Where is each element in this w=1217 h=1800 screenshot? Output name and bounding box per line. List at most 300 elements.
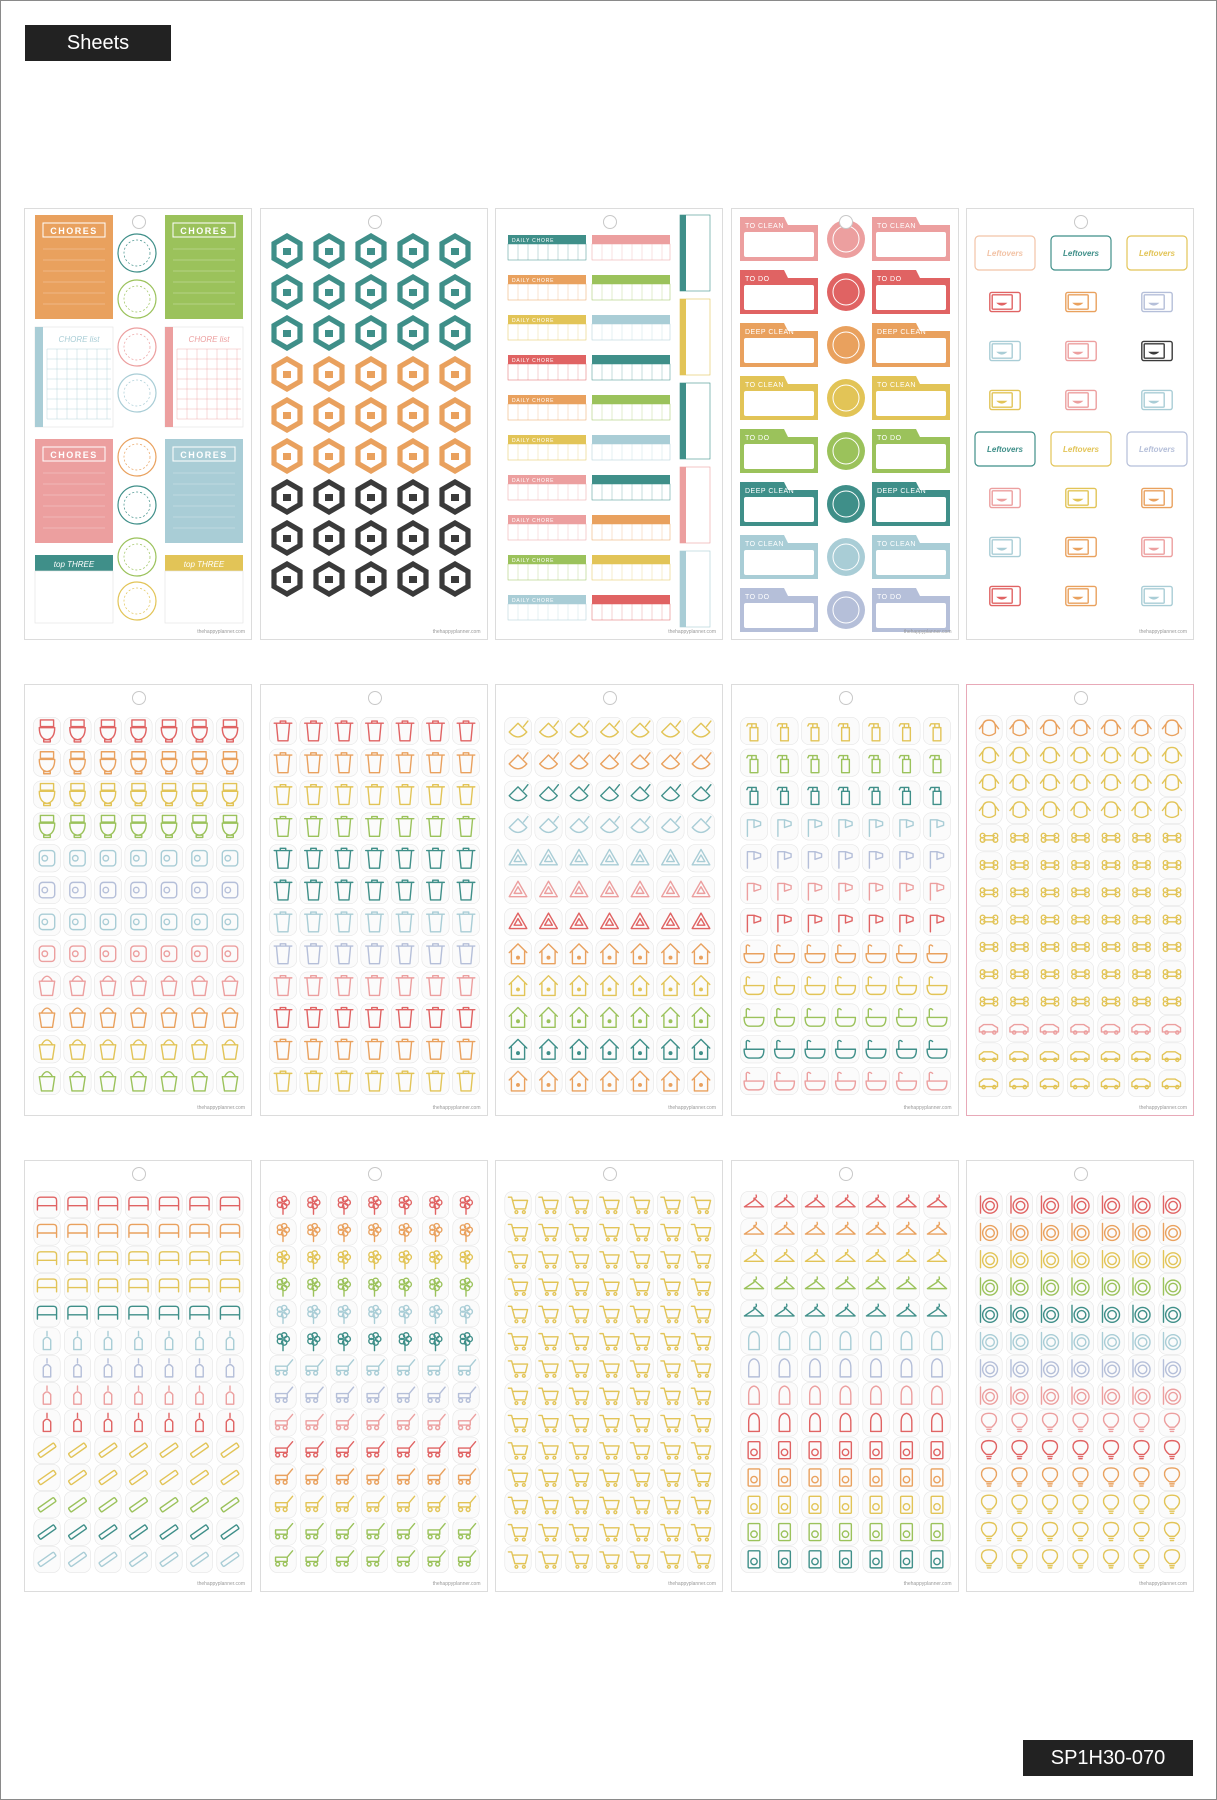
sticker [95, 1546, 121, 1572]
sticker [422, 1437, 448, 1463]
round-sticker [118, 438, 156, 476]
sticker [832, 1301, 858, 1327]
sticker [893, 1355, 919, 1381]
chores-card-title: CHORES [50, 226, 98, 236]
sticker [535, 1464, 561, 1490]
sticker [505, 1191, 531, 1217]
sticker [740, 813, 767, 840]
sticker [566, 1273, 592, 1299]
sticker [64, 749, 91, 776]
sticker [565, 1036, 592, 1063]
sticker [770, 972, 797, 999]
sticker [770, 781, 797, 808]
sticker [801, 1246, 827, 1272]
sticker [831, 876, 858, 903]
sticker [299, 1067, 326, 1094]
sticker [923, 1382, 949, 1408]
sticker [505, 1519, 531, 1545]
sticker [391, 1301, 417, 1327]
leftovers-title: Leftovers [986, 445, 1024, 454]
sticker [535, 940, 562, 967]
sticker [657, 781, 684, 808]
sticker [1006, 1546, 1032, 1572]
sticker [1067, 1519, 1093, 1545]
sticker-sheet-trash-can[interactable] [260, 684, 488, 1116]
clean-label-title: TO DO [744, 594, 770, 601]
sticker [391, 813, 418, 840]
hexagon-sticker [271, 479, 302, 515]
sticker [923, 1519, 949, 1545]
sticker [976, 1246, 1002, 1272]
sticker [505, 1410, 531, 1436]
sticker [186, 940, 213, 967]
sticker [1098, 1464, 1124, 1490]
sheet-credit: thehappyplanner.com [432, 1581, 481, 1587]
sticker [330, 1301, 356, 1327]
sticker [391, 972, 418, 999]
sticker [330, 749, 357, 776]
vertical-strip [680, 551, 710, 627]
sticker [657, 972, 684, 999]
sticker [1159, 1492, 1185, 1518]
sticker [1037, 797, 1063, 823]
sticker [687, 876, 714, 903]
sticker [125, 845, 152, 872]
sticker [893, 1519, 919, 1545]
sticker [125, 1004, 152, 1031]
sticker [535, 813, 562, 840]
hexagon-sticker [439, 438, 470, 474]
daily-chore-strip [592, 515, 670, 540]
clean-label [872, 270, 950, 314]
hexagon-sticker [439, 274, 470, 310]
chores-card-title: CHORES [180, 226, 228, 236]
leftovers-title: Leftovers [1062, 445, 1100, 454]
daily-chore-title: DAILY CHORE [512, 478, 555, 484]
round-sticker [118, 234, 156, 272]
sticker [832, 1519, 858, 1545]
sticker [976, 743, 1002, 769]
daily-chore-strip [592, 595, 670, 620]
sticker [1006, 852, 1032, 878]
sticker [862, 1546, 888, 1572]
sticker [566, 1546, 592, 1572]
sticker [216, 876, 243, 903]
sticker [1037, 1519, 1063, 1545]
sticker [186, 1067, 213, 1094]
sticker [269, 1546, 295, 1572]
sticker [217, 1492, 243, 1518]
top-three-title: top THREE [53, 560, 95, 569]
sticker [1098, 1355, 1124, 1381]
sticker [422, 1191, 448, 1217]
sticker [1128, 1301, 1154, 1327]
sheets-label [25, 25, 171, 61]
sticker [1006, 1016, 1032, 1042]
sticker [535, 1273, 561, 1299]
sticker [535, 1219, 561, 1245]
sticker [391, 1546, 417, 1572]
sticker [330, 1519, 356, 1545]
sticker [1098, 1382, 1124, 1408]
sticker [657, 1382, 683, 1408]
sticker [156, 1410, 182, 1436]
sticker [155, 845, 182, 872]
sticker [391, 717, 418, 744]
sticker-sheet-clean-labels[interactable] [731, 208, 959, 640]
sticker [125, 717, 152, 744]
sticker [688, 1219, 714, 1245]
sticker [626, 876, 653, 903]
sticker [1159, 770, 1185, 796]
sticker [391, 1219, 417, 1245]
sticker [452, 1464, 478, 1490]
sticker [186, 717, 213, 744]
sticker [186, 1219, 212, 1245]
daily-chore-strip [592, 475, 670, 500]
sticker [1128, 1519, 1154, 1545]
sticker [892, 781, 919, 808]
sheet-credit: thehappyplanner.com [432, 1105, 481, 1111]
sticker [976, 1328, 1002, 1354]
sticker [300, 1410, 326, 1436]
sticker [95, 1219, 121, 1245]
shopping-cart-icon [496, 1161, 723, 1592]
sticker [269, 1067, 296, 1094]
sticker [771, 1410, 797, 1436]
daily-chore-strip [592, 435, 670, 460]
sticker-sheet-shopping-cart[interactable] [495, 1160, 723, 1592]
microwave-sticker [990, 292, 1020, 311]
sticker [657, 813, 684, 840]
sticker [1128, 825, 1154, 851]
sticker [300, 1492, 326, 1518]
daily-chore-strip [508, 475, 586, 500]
sticker [1067, 961, 1093, 987]
hexagon-sticker [397, 520, 428, 556]
sticker [330, 1191, 356, 1217]
sticker [94, 940, 121, 967]
sticker-sheet-toilet-bucket[interactable] [24, 684, 252, 1116]
clean-label-title: DEEP CLEAN [876, 488, 926, 495]
top-three-title: top THREE [183, 560, 225, 569]
sticker [1067, 1043, 1093, 1069]
clean-label [872, 217, 950, 261]
sticker [269, 717, 296, 744]
sticker-sheet-dustpan-recycle-house[interactable] [495, 684, 723, 1116]
sticker [300, 1437, 326, 1463]
microwave-sticker [975, 236, 1035, 270]
sticker [94, 972, 121, 999]
sticker-sheet-daily-chore-strips[interactable] [495, 208, 723, 640]
sticker [565, 1004, 592, 1031]
sticker [361, 1301, 387, 1327]
sticker [156, 1355, 182, 1381]
daily-chore-strip [592, 315, 670, 340]
sticker [299, 717, 326, 744]
sticker [976, 1519, 1002, 1545]
sticker [831, 940, 858, 967]
sticker [893, 1301, 919, 1327]
sticker [862, 1382, 888, 1408]
sticker [1128, 743, 1154, 769]
top-three-card [35, 555, 113, 623]
sticker [771, 1519, 797, 1545]
sticker [801, 972, 828, 999]
sticker [740, 1273, 766, 1299]
sticker [64, 1191, 90, 1217]
sticker [862, 717, 889, 744]
sticker [1159, 1301, 1185, 1327]
sticker [94, 781, 121, 808]
sticker [1006, 715, 1032, 741]
sticker [831, 749, 858, 776]
sticker [156, 1437, 182, 1463]
sticker [125, 1246, 151, 1272]
sticker [596, 781, 623, 808]
sticker [504, 1067, 531, 1094]
sticker [976, 852, 1002, 878]
sticker-sheet-hanger-iron-detergent[interactable] [731, 1160, 959, 1592]
sticker [740, 972, 767, 999]
sticker [596, 1492, 622, 1518]
sticker-sheet-hexagon-badges[interactable] [260, 208, 488, 640]
hang-hole [1074, 1167, 1088, 1181]
clean-label [740, 217, 818, 261]
sticker [269, 845, 296, 872]
sticker [1159, 1273, 1185, 1299]
sticker [1159, 743, 1185, 769]
sticker [740, 876, 767, 903]
chore-card-icon [25, 209, 252, 640]
sticker [1128, 961, 1154, 987]
sticker [832, 1328, 858, 1354]
sticker [627, 1328, 653, 1354]
sticker [740, 1519, 766, 1545]
sticker [1006, 1519, 1032, 1545]
sticker [95, 1273, 121, 1299]
sticker [216, 717, 243, 744]
round-sticker [118, 374, 156, 412]
sticker [452, 781, 479, 808]
sticker [361, 1382, 387, 1408]
sticker [892, 845, 919, 872]
sticker [95, 1464, 121, 1490]
sticker [771, 1355, 797, 1381]
sticker [361, 1437, 387, 1463]
clean-label [740, 482, 818, 526]
sticker [687, 1036, 714, 1063]
sticker [64, 972, 91, 999]
sticker [657, 940, 684, 967]
sticker [1006, 770, 1032, 796]
sticker [299, 781, 326, 808]
sticker-sheets-grid [24, 208, 1194, 1592]
sticker [125, 1036, 152, 1063]
sticker [361, 1492, 387, 1518]
sticker [893, 1219, 919, 1245]
sticker [94, 813, 121, 840]
hang-hole [132, 215, 146, 229]
sticker [504, 940, 531, 967]
sticker [1037, 1219, 1063, 1245]
sheet-credit: thehappyplanner.com [668, 1105, 716, 1111]
sticker [1159, 1519, 1185, 1545]
sticker [186, 1004, 213, 1031]
sticker-sheet-dog-bone-car[interactable] [966, 684, 1194, 1116]
sticker [269, 1004, 296, 1031]
sticker [923, 1437, 949, 1463]
sticker [1037, 770, 1063, 796]
sticker [33, 781, 60, 808]
sticker [1098, 1301, 1124, 1327]
sticker [1128, 906, 1154, 932]
sticker [216, 813, 243, 840]
sticker [186, 813, 213, 840]
sticker [361, 1546, 387, 1572]
sticker [300, 1273, 326, 1299]
sheet-credit: thehappyplanner.com [1139, 1105, 1187, 1111]
sticker [1067, 825, 1093, 851]
hexagon-sticker [313, 274, 344, 310]
sticker [33, 1036, 60, 1063]
sticker [596, 1437, 622, 1463]
sticker-sheet-flower-lawnmower[interactable] [260, 1160, 488, 1592]
sticker [1128, 797, 1154, 823]
sticker [1159, 1382, 1185, 1408]
sticker [771, 1219, 797, 1245]
sheets-label-text: Sheets [66, 31, 130, 54]
sticker [125, 1067, 152, 1094]
sticker [801, 813, 828, 840]
sticker [300, 1546, 326, 1572]
sticker [330, 972, 357, 999]
sticker [186, 876, 213, 903]
sticker [1037, 715, 1063, 741]
sticker-sheet-dishes-lightbulb[interactable] [966, 1160, 1194, 1592]
sticker [299, 813, 326, 840]
hexagon-icon [261, 209, 488, 640]
sticker [95, 1301, 121, 1327]
sticker [422, 1219, 448, 1245]
hexagon-sticker [355, 397, 386, 433]
sticker [976, 825, 1002, 851]
sticker [893, 1464, 919, 1490]
clean-label-title: TO CLEAN [876, 223, 916, 230]
clean-label-title: TO CLEAN [744, 223, 784, 230]
hexagon-sticker [397, 561, 428, 597]
sticker [831, 781, 858, 808]
sticker [770, 845, 797, 872]
sticker [687, 1067, 714, 1094]
sticker [566, 1191, 592, 1217]
sticker [64, 1036, 91, 1063]
sticker [1067, 797, 1093, 823]
sticker [422, 1382, 448, 1408]
leftovers-title: Leftovers [1062, 249, 1100, 258]
sticker [627, 1382, 653, 1408]
sticker [626, 1036, 653, 1063]
sticker [155, 717, 182, 744]
hexagon-sticker [397, 356, 428, 392]
microwave-sticker [1142, 488, 1172, 507]
sticker [535, 1382, 561, 1408]
sticker [299, 845, 326, 872]
sticker-sheet-chore-cards[interactable] [24, 208, 252, 640]
sticker [64, 1519, 90, 1545]
sticker [1098, 961, 1124, 987]
sticker [421, 781, 448, 808]
microwave-sticker [990, 586, 1020, 605]
hang-hole [1074, 691, 1088, 705]
daily-chore-strip [592, 275, 670, 300]
sticker [217, 1355, 243, 1381]
sticker [1006, 1043, 1032, 1069]
sticker-sheet-spray-bottle-bathtub[interactable] [731, 684, 959, 1116]
sticker [300, 1328, 326, 1354]
sticker [391, 845, 418, 872]
sticker [125, 908, 152, 935]
sticker [269, 1036, 296, 1063]
microwave-sticker [1142, 341, 1172, 360]
sticker [186, 1437, 212, 1463]
sticker [831, 1036, 858, 1063]
sheet-credit: thehappyplanner.com [668, 629, 716, 635]
microwave-sticker [1066, 390, 1096, 409]
sticker [1159, 1246, 1185, 1272]
sticker [186, 1191, 212, 1217]
sticker [627, 1437, 653, 1463]
sticker [300, 1301, 326, 1327]
sticker [976, 1070, 1002, 1096]
sticker [801, 717, 828, 744]
trash-can-icon [261, 685, 488, 1116]
sticker-sheet-leftovers-microwave[interactable] [966, 208, 1194, 640]
sticker [299, 749, 326, 776]
sticker [740, 781, 767, 808]
sticker [657, 908, 684, 935]
round-sticker [118, 582, 156, 620]
sticker [565, 908, 592, 935]
clean-label [740, 270, 818, 314]
clean-label-title: TO CLEAN [876, 541, 916, 548]
sticker [452, 1546, 478, 1572]
sticker [770, 813, 797, 840]
sticker [832, 1410, 858, 1436]
sticker [1037, 1328, 1063, 1354]
sticker [269, 1328, 295, 1354]
sticker [217, 1382, 243, 1408]
sticker [330, 1219, 356, 1245]
sticker [217, 1246, 243, 1272]
sticker [770, 876, 797, 903]
sticker-sheet-bed-vacuum[interactable] [24, 1160, 252, 1592]
sticker [125, 972, 152, 999]
sticker [596, 1273, 622, 1299]
sticker [125, 813, 152, 840]
sticker [687, 940, 714, 967]
sticker [1159, 852, 1185, 878]
hexagon-sticker [439, 233, 470, 269]
sticker [452, 813, 479, 840]
microwave-sticker [1127, 236, 1187, 270]
sticker [330, 1004, 357, 1031]
sticker [566, 1519, 592, 1545]
sticker [300, 1355, 326, 1381]
sticker [1067, 1410, 1093, 1436]
sticker [893, 1382, 919, 1408]
sheet-credit: thehappyplanner.com [432, 629, 481, 635]
